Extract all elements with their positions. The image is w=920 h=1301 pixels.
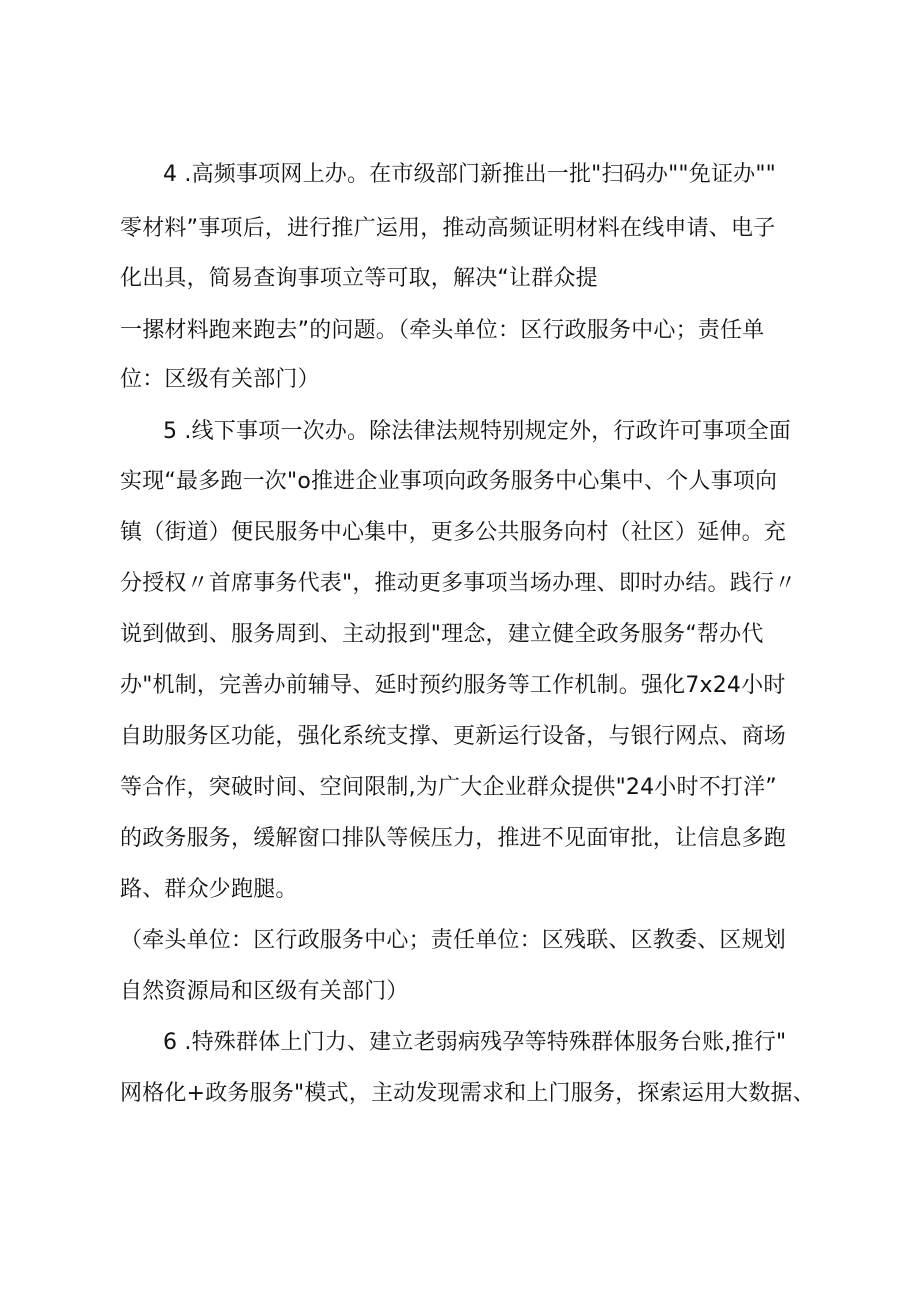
paragraph-6-line-2: 网格化+政务服务"模式，主动发现需求和上门服务，探索运用大数据、 [120,1081,815,1106]
paragraph-5-line-8: 等合作，突破时间、空间限制,为广大企业群众提供"24小时不打洋” [120,775,777,800]
paragraph-5-line-4: 分授权〃首席事务代表"，推动更多事项当场办理、即时办结。践行〃 [120,571,797,596]
paragraph-5-line-9: 的政务服务，缓解窗口排队等候压力，推进不见面审批，让信息多跑 [120,826,787,851]
paragraph-5-line-10: 路、群众少跑腿。 [120,877,298,902]
responsibility-line-2: 自然资源局和区级有关部门） [120,979,409,1004]
paragraph-4-line-5: 位：区级有关部门） [120,367,320,392]
paragraph-5-line-5: 说到做到、服务周到、主动报到"理念，建立健全政务服务“帮办代 [120,622,764,647]
paragraph-4-line-4: 一摞材料跑来跑去”的问题。（牵头单位：区行政服务中心；责任单 [120,318,765,343]
responsibility-line-1: （牵头单位：区行政服务中心；责任单位：区残联、区教委、区规划 [120,928,787,953]
paragraph-4-line-1: 4 .高频事项网上办。在市级部门新推出一批"扫码办""免证办"" [163,162,776,187]
paragraph-4-line-2: 零材料”事项后，进行推广运用，推动高频证明材料在线申请、电子 [120,216,776,241]
paragraph-5-line-1: 5 .线下事项一次办。除法律法规特别规定外，行政许可事项全面 [163,419,791,444]
paragraph-6-line-1: 6 .特殊群体上门力、建立老弱病残孕等特殊群体服务台账,推行" [163,1030,787,1055]
paragraph-5-line-2: 实现“最多跑一次"o推进企业事项向政务服务中心集中、个人事项向 [120,469,778,494]
paragraph-5-line-7: 自助服务区功能，强化系统支撑、更新运行设备，与银行网点、商场 [120,724,787,749]
paragraph-4-line-3: 化出具，简易查询事项立等可取，解决“让群众提 [120,266,598,291]
paragraph-5-line-3: 镇（街道）便民服务中心集中，更多公共服务向村（社区）延伸。充 [120,520,787,545]
paragraph-5-line-6: 办"机制，完善办前辅导、延时预约服务等工作机制。强化7x24小时 [120,673,786,698]
